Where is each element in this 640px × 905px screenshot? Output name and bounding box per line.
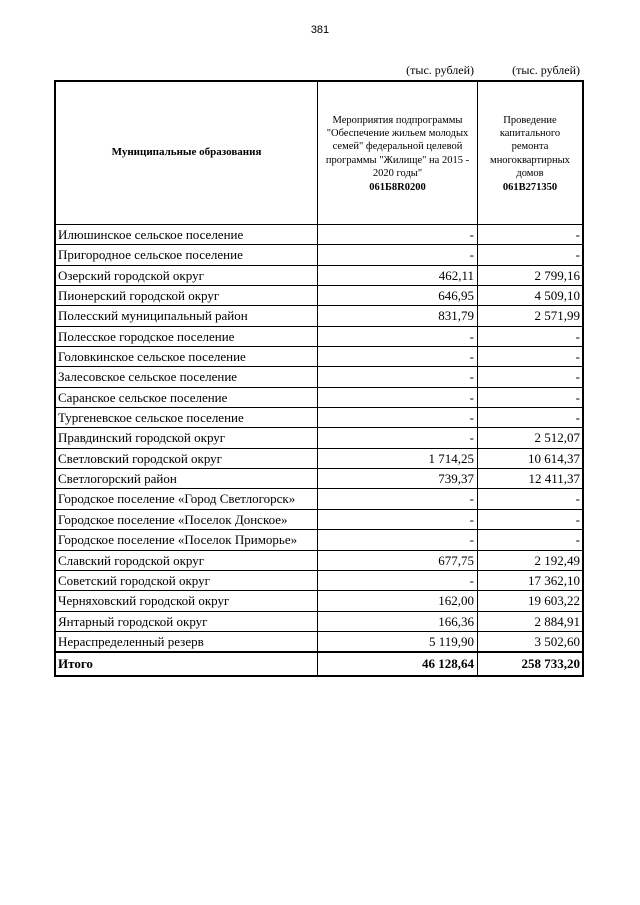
capital-repair-value: 19 603,22 [528, 593, 580, 609]
municipality-name: Черняховский городской округ [56, 591, 318, 610]
municipality-name: Светловский городской округ [56, 449, 318, 468]
table-row [56, 449, 582, 469]
young-families-value: 646,95 [318, 286, 478, 305]
young-families-value: 739,37 [318, 469, 478, 488]
table-row [56, 489, 582, 509]
young-families-value: - [318, 347, 478, 366]
municipality-name: Тургеневское сельское поселение [56, 408, 318, 427]
capital-repair-value: 2 512,07 [534, 430, 580, 446]
header-line: программы "Жилище" на 2015 - [325, 154, 470, 166]
header-budget-code: 061В271350 [502, 181, 558, 193]
municipality-name: Советский городской округ [56, 571, 318, 590]
capital-repair-value: 2 192,49 [534, 552, 580, 568]
header-capital-repair [478, 82, 582, 224]
capital-repair-value: - [575, 532, 580, 548]
capital-repair-value: 3 502,60 [534, 633, 580, 649]
table-row [56, 428, 582, 448]
municipality-name: Пионерский городской округ [56, 286, 318, 305]
capital-repair-value: 2 884,91 [534, 613, 580, 629]
header-line: капитального [499, 128, 561, 140]
table-row [56, 327, 582, 347]
municipality-name: Городское поселение «Поселок Донское» [56, 510, 318, 529]
header-line: многоквартирных [490, 154, 570, 166]
header-municipalities [56, 82, 318, 224]
header-line: ремонта [511, 141, 549, 153]
header-line: домов [516, 167, 544, 179]
table-header [56, 82, 582, 225]
young-families-value: 5 119,90 [318, 632, 478, 651]
capital-repair-value: 17 362,10 [528, 572, 580, 588]
table-row [56, 266, 582, 286]
table-row [56, 245, 582, 265]
unit-label-repair: (тыс. рублей) [512, 63, 580, 77]
unit-label-subprogram: (тыс. рублей) [406, 63, 474, 77]
capital-repair-value: - [575, 247, 580, 263]
young-families-value: - [318, 388, 478, 407]
header-line: "Обеспечение жильем молодых [326, 128, 469, 140]
table-body [56, 225, 582, 652]
municipality-name: Городское поселение «Город Светлогорск» [56, 489, 318, 508]
municipality-name: Славский городской округ [56, 551, 318, 570]
municipality-name: Залесовское сельское поселение [56, 367, 318, 386]
municipality-name: Полесское городское поселение [56, 327, 318, 346]
municipality-name: Головкинское сельское поселение [56, 347, 318, 366]
municipality-name: Светлогорский район [56, 469, 318, 488]
young-families-value: 462,11 [318, 266, 478, 285]
table-row [56, 347, 582, 367]
young-families-value: - [318, 510, 478, 529]
young-families-value: 166,36 [318, 612, 478, 631]
table-row [56, 510, 582, 530]
table-row [56, 225, 582, 245]
capital-repair-value: - [575, 491, 580, 507]
header-young-families-program [318, 82, 478, 224]
table-row [56, 306, 582, 326]
table-row [56, 408, 582, 428]
municipality-name: Илюшинское сельское поселение [56, 225, 318, 244]
young-families-value: 1 714,25 [318, 449, 478, 468]
municipality-name: Полесский муниципальный район [56, 306, 318, 325]
young-families-value: 677,75 [318, 551, 478, 570]
capital-repair-value: 10 614,37 [528, 450, 580, 466]
capital-repair-value: 2 799,16 [534, 267, 580, 283]
capital-repair-value: 12 411,37 [528, 471, 580, 487]
capital-repair-value: - [575, 389, 580, 405]
young-families-value: - [318, 530, 478, 549]
capital-repair-value: - [575, 511, 580, 527]
total-row [56, 652, 582, 675]
young-families-value: - [318, 367, 478, 386]
young-families-value: - [318, 225, 478, 244]
young-families-value: 162,00 [318, 591, 478, 610]
table-row [56, 367, 582, 387]
table-row [56, 530, 582, 550]
total-label: Итого [56, 653, 318, 675]
young-families-value: 831,79 [318, 306, 478, 325]
municipality-name: Озерский городской округ [56, 266, 318, 285]
young-families-value: - [318, 245, 478, 264]
table-row [56, 388, 582, 408]
capital-repair-value: - [575, 328, 580, 344]
municipality-name: Нераспределенный резерв [56, 632, 318, 651]
page-number: 381 [310, 24, 330, 36]
header-line: Проведение [503, 114, 557, 126]
municipality-name: Саранское сельское поселение [56, 388, 318, 407]
total-young-families-value: 46 128,64 [318, 653, 478, 675]
municipality-name: Пригородное сельское поселение [56, 245, 318, 264]
header-line: семей" федеральной целевой [332, 141, 463, 153]
table-row [56, 469, 582, 489]
table-row [56, 591, 582, 611]
table-row [56, 286, 582, 306]
capital-repair-value: - [575, 227, 580, 242]
total-capital-repair-value: 258 733,20 [521, 656, 580, 672]
budget-table [54, 80, 584, 677]
table-row [56, 632, 582, 652]
young-families-value: - [318, 489, 478, 508]
header-line: 2020 годы" [372, 167, 423, 179]
table-row [56, 612, 582, 632]
header-municipalities-label: Муниципальные образования [111, 146, 262, 159]
capital-repair-value: - [575, 369, 580, 385]
table-row [56, 571, 582, 591]
capital-repair-value: - [575, 410, 580, 426]
young-families-value: - [318, 428, 478, 447]
young-families-value: - [318, 571, 478, 590]
municipality-name: Городское поселение «Поселок Приморье» [56, 530, 318, 549]
header-line: Мероприятия подпрограммы [332, 114, 463, 126]
municipality-name: Правдинский городской округ [56, 428, 318, 447]
young-families-value: - [318, 327, 478, 346]
municipality-name: Янтарный городской округ [56, 612, 318, 631]
young-families-value: - [318, 408, 478, 427]
header-budget-code: 061Б8R0200 [369, 181, 426, 193]
capital-repair-value: 4 509,10 [534, 288, 580, 304]
capital-repair-value: 2 571,99 [534, 308, 580, 324]
table-row [56, 551, 582, 571]
capital-repair-value: - [575, 349, 580, 365]
